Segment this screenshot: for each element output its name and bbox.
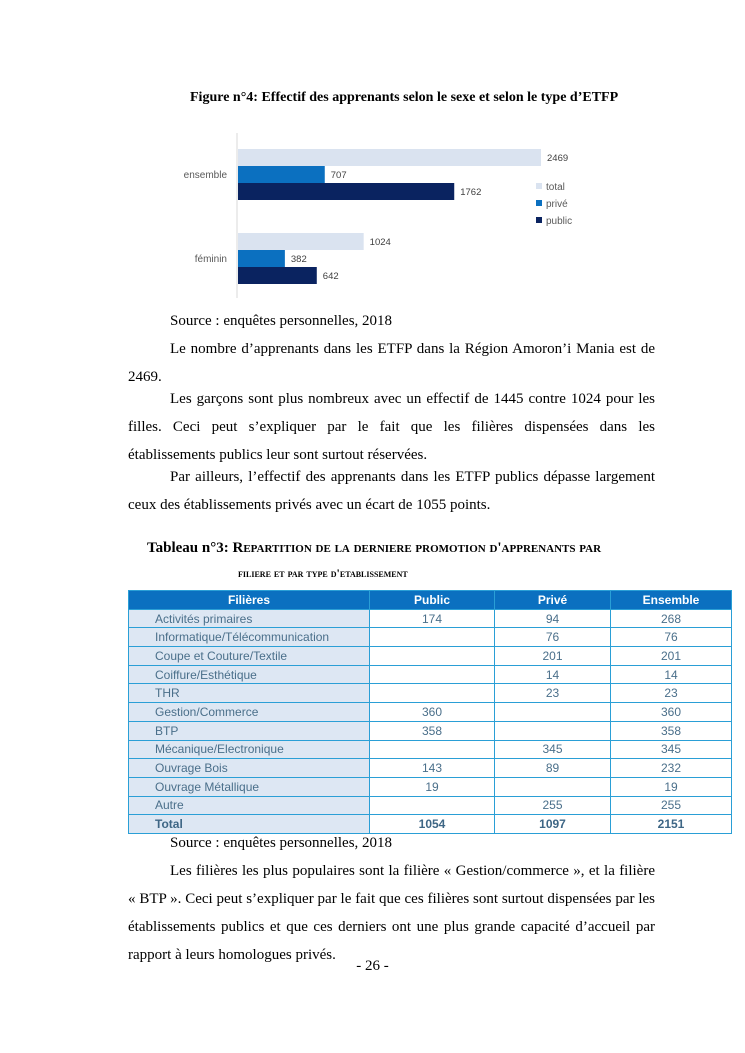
cell-value: 19 <box>611 777 732 796</box>
cell-value <box>370 740 495 759</box>
row-label: THR <box>129 684 370 703</box>
cell-value: 76 <box>495 628 611 647</box>
row-label: Total <box>129 815 370 834</box>
cell-value: 255 <box>611 796 732 815</box>
cell-value: 94 <box>495 609 611 628</box>
cell-value: 23 <box>495 684 611 703</box>
paragraph: Le nombre d’apprenants dans les ETFP dans la Région Amoron’i Mania est de 2469. <box>128 341 655 385</box>
cell-value: 14 <box>495 665 611 684</box>
cell-value: 360 <box>370 703 495 722</box>
cell-value: 345 <box>611 740 732 759</box>
data-label: 642 <box>322 271 339 282</box>
cell-value: 201 <box>495 647 611 666</box>
row-label: Autre <box>129 796 370 815</box>
cell-value: 232 <box>611 759 732 778</box>
legend-swatch <box>536 200 542 206</box>
paragraph: Les filières les plus populaires sont la filière « Gestion/commerce », et la filière « BTP ». Ceci peut s’expliquer par le fait que ces filières sont surtout dispensées par les établissements publics et que ces derniers ont une plus grande capacité d’accueil par rapport à leurs homologues privés. <box>128 863 655 963</box>
row-label: Mécanique/Electronique <box>129 740 370 759</box>
legend-label: public <box>546 216 573 227</box>
cell-value: 1097 <box>495 815 611 834</box>
cell-value: 201 <box>611 647 732 666</box>
cell-value: 174 <box>370 609 495 628</box>
row-label: Activités primaires <box>129 609 370 628</box>
row-label: Informatique/Télécommunication <box>129 628 370 647</box>
table-row <box>129 647 732 666</box>
legend-swatch <box>536 217 542 223</box>
cell-value: 358 <box>611 721 732 740</box>
table-row <box>129 759 732 778</box>
cell-value <box>370 628 495 647</box>
cell-value <box>370 665 495 684</box>
data-label: 382 <box>290 254 307 265</box>
row-label: Coiffure/Esthétique <box>129 665 370 684</box>
legend-label: privé <box>546 199 568 210</box>
cell-value <box>370 647 495 666</box>
bar-chart <box>160 128 600 303</box>
table-row <box>129 609 732 628</box>
bar-privé-féminin <box>238 250 285 267</box>
cell-value <box>495 777 611 796</box>
table-row <box>129 703 732 722</box>
table-row <box>129 684 732 703</box>
table-row <box>129 796 732 815</box>
page-number: - 26 - <box>356 958 389 974</box>
row-label: Coupe et Couture/Textile <box>129 647 370 666</box>
cell-value: 143 <box>370 759 495 778</box>
table-row <box>129 777 732 796</box>
data-table <box>128 590 732 834</box>
bar-total-féminin <box>238 233 364 250</box>
cell-value: 23 <box>611 684 732 703</box>
row-label: Ouvrage Bois <box>129 759 370 778</box>
cell-value <box>495 703 611 722</box>
table-subtitle: filiere et par type d'etablissement <box>238 566 408 580</box>
cell-value: 360 <box>611 703 732 722</box>
header-filieres: Filières <box>129 591 370 610</box>
data-label: 1762 <box>460 187 482 198</box>
header-prive: Privé <box>495 591 611 610</box>
cell-value: 268 <box>611 609 732 628</box>
table-title <box>147 540 601 557</box>
category-label: ensemble <box>183 170 227 181</box>
cell-value: 1054 <box>370 815 495 834</box>
cell-value: 255 <box>495 796 611 815</box>
cell-value: 2151 <box>611 815 732 834</box>
cell-value: 345 <box>495 740 611 759</box>
cell-value: 14 <box>611 665 732 684</box>
paragraph: Les garçons sont plus nombreux avec un effectif de 1445 contre 1024 pour les filles. Ceci peut s’expliquer par le fait que les filières dispensées dans les établissements publics leur sont surtout réservées. <box>128 391 655 463</box>
row-label: Ouvrage Métallique <box>129 777 370 796</box>
cell-value: 89 <box>495 759 611 778</box>
figure-title: Figure n°4: Effectif des apprenants selon le sexe et selon le type d’ETFP <box>190 90 619 105</box>
table-row <box>129 665 732 684</box>
cell-value <box>370 796 495 815</box>
legend-swatch <box>536 183 542 189</box>
cell-value: 19 <box>370 777 495 796</box>
cell-value <box>495 721 611 740</box>
table-title-text: Repartition de la derniere promotion d'apprenants par <box>232 540 602 556</box>
figure-source: Source : enquêtes personnelles, 2018 <box>170 313 393 329</box>
data-label: 1024 <box>369 237 391 248</box>
header-ensemble: Ensemble <box>611 591 732 610</box>
category-label: féminin <box>194 254 227 265</box>
table-row <box>129 721 732 740</box>
cell-value: 76 <box>611 628 732 647</box>
data-label: 707 <box>330 170 347 181</box>
table-number: Tableau n°3: <box>147 540 233 556</box>
table-row <box>129 740 732 759</box>
paragraph: Par ailleurs, l’effectif des apprenants dans les ETFP publics dépasse largement ceux des établissements privés avec un écart de 1055 points. <box>128 469 655 513</box>
table-row <box>129 628 732 647</box>
cell-value <box>370 684 495 703</box>
bar-total-ensemble <box>238 149 541 166</box>
row-label: Gestion/Commerce <box>129 703 370 722</box>
bar-public-féminin <box>238 267 317 284</box>
header-public: Public <box>370 591 495 610</box>
table-total-row <box>129 815 732 834</box>
legend-label: total <box>546 182 565 193</box>
row-label: BTP <box>129 721 370 740</box>
table-source: Source : enquêtes personnelles, 2018 <box>170 835 393 851</box>
cell-value: 358 <box>370 721 495 740</box>
data-label: 2469 <box>547 153 569 164</box>
bar-privé-ensemble <box>238 166 325 183</box>
bar-public-ensemble <box>238 183 454 200</box>
